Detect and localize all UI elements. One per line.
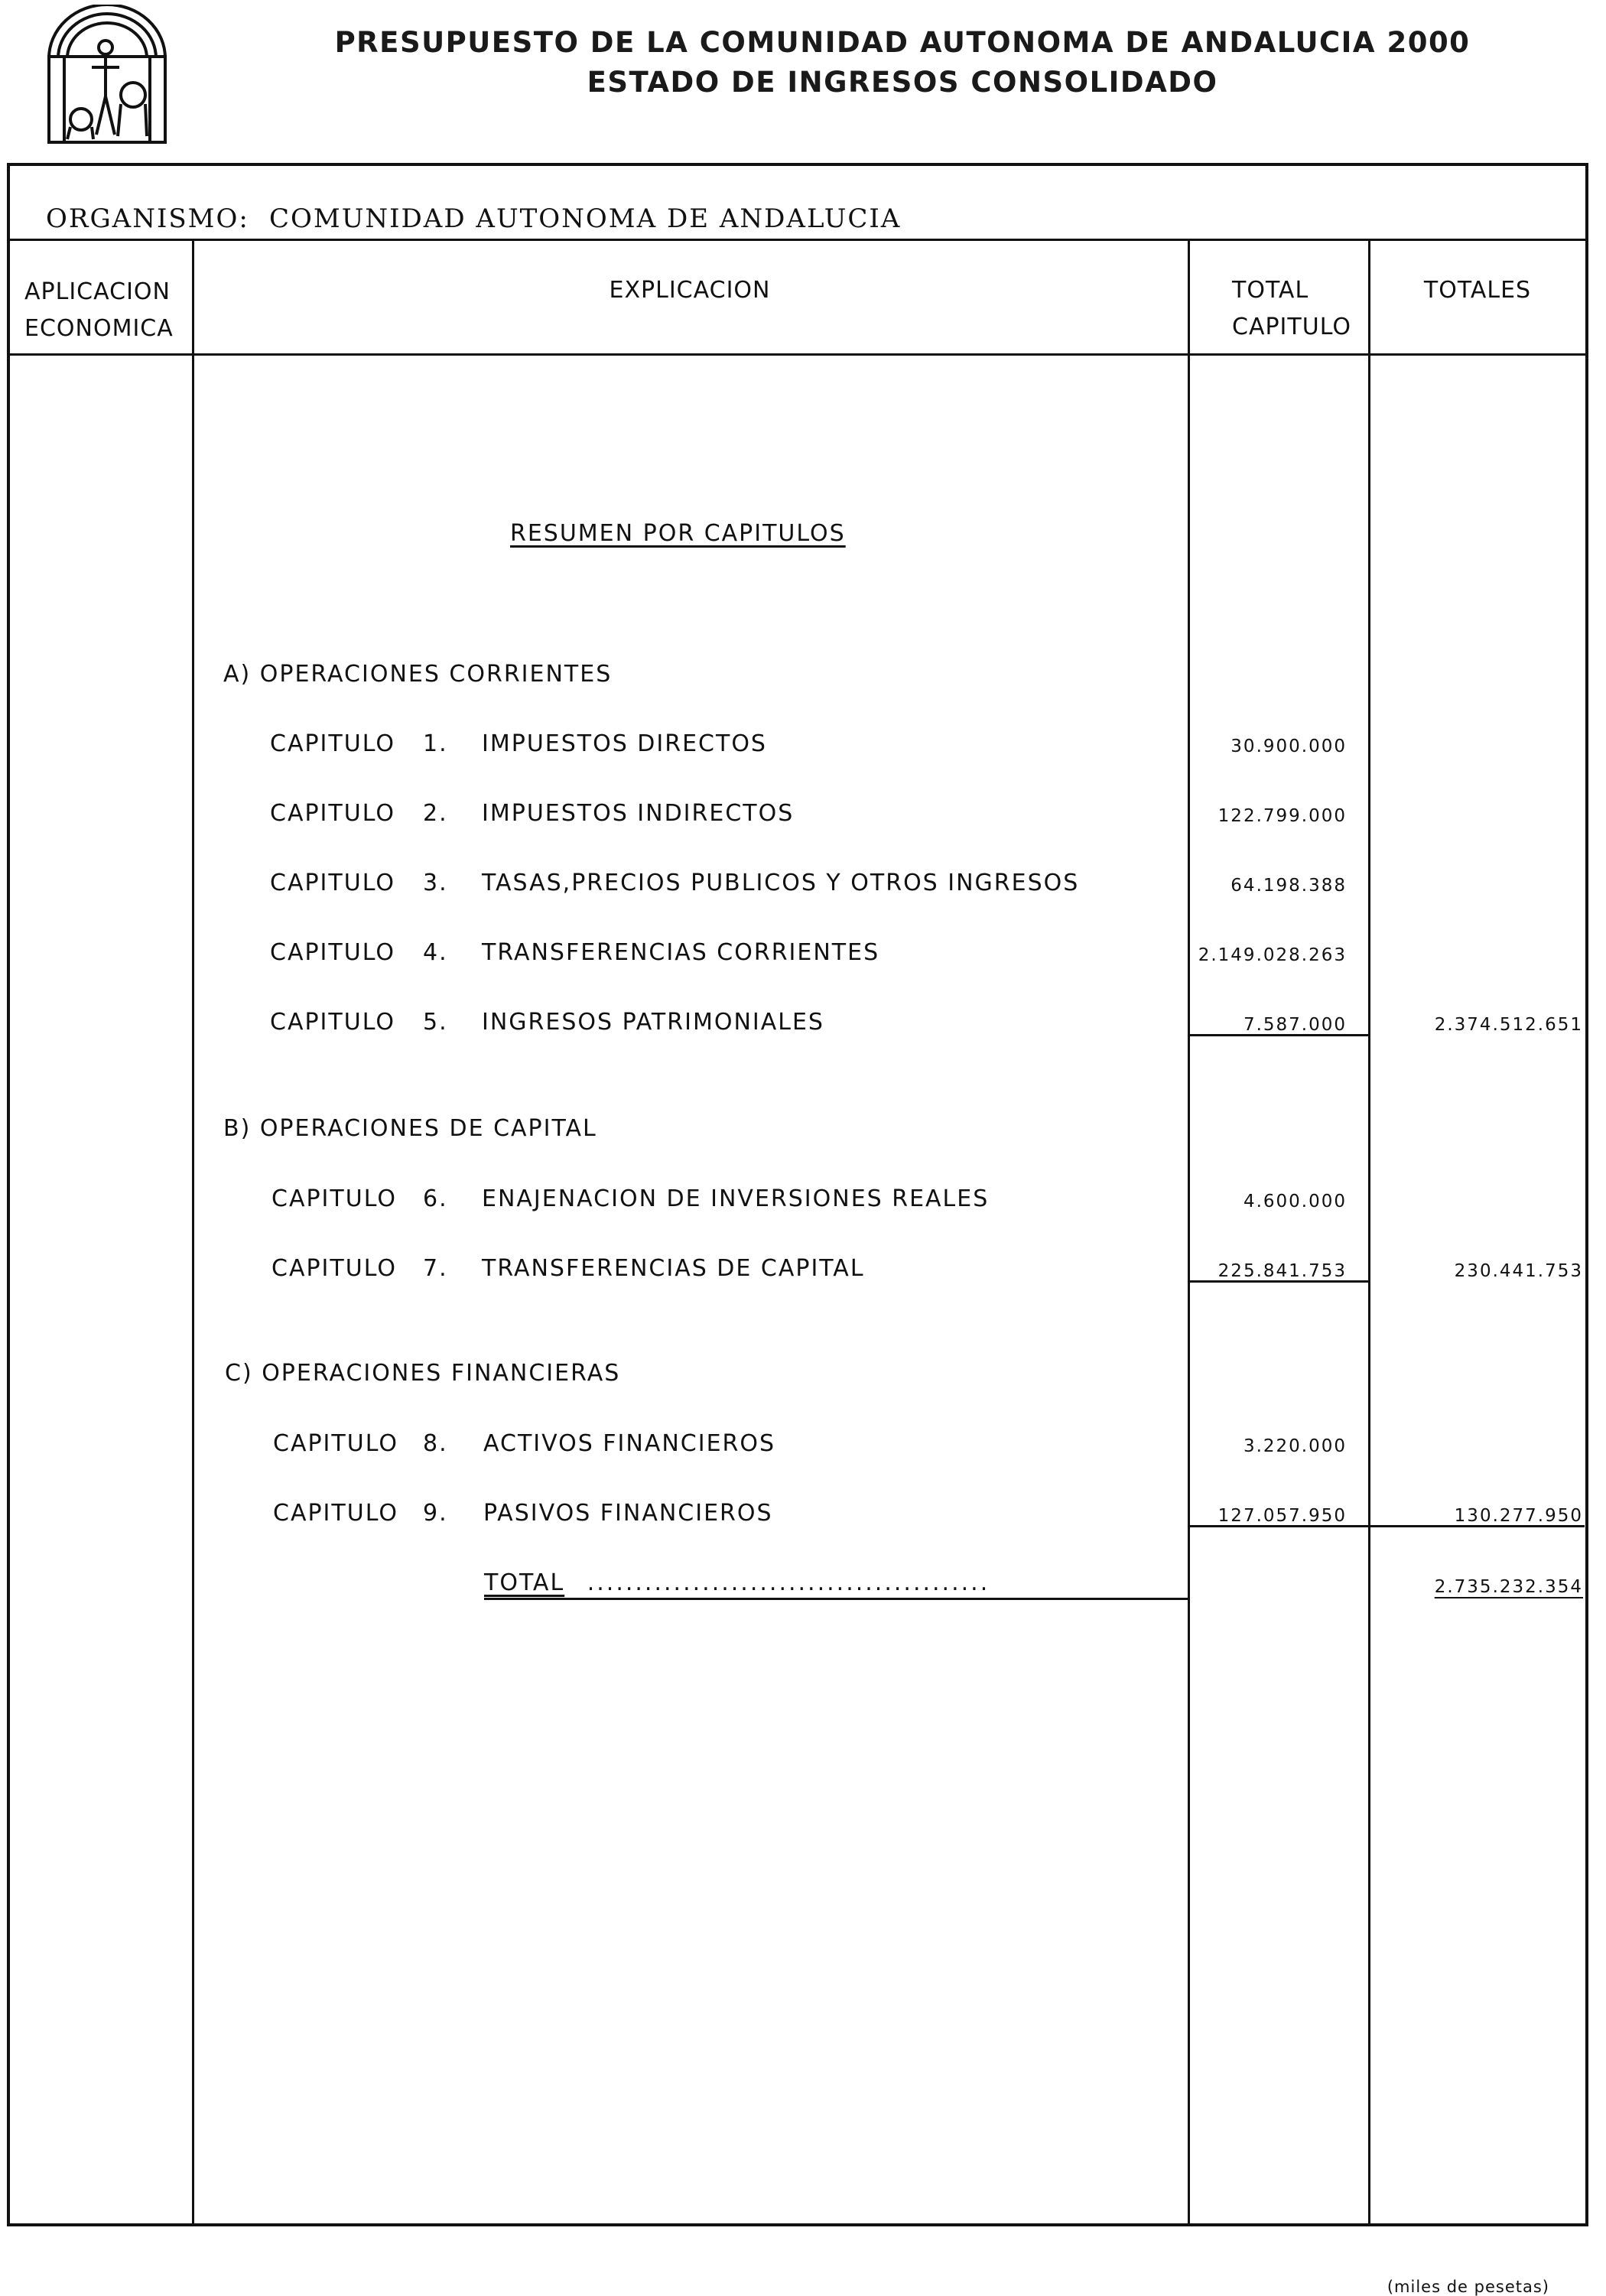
row-label: CAPITULO: [270, 870, 395, 896]
andalucia-coat-of-arms-logo: [44, 5, 170, 147]
row-description: PASIVOS FINANCIEROS: [483, 1500, 773, 1527]
column-divider-explicacion: [1188, 239, 1190, 2226]
section-total-c: 130.277.950: [1454, 1506, 1583, 1526]
row-amount: 127.057.950: [1218, 1506, 1347, 1526]
row-label: CAPITULO: [271, 1185, 397, 1212]
section-title-a: A) OPERACIONES CORRIENTES: [223, 661, 613, 688]
organismo-label: ORGANISMO:: [46, 203, 249, 234]
row-number: 9.: [423, 1500, 448, 1527]
document-subtitle: ESTADO DE INGRESOS CONSOLIDADO: [587, 66, 1218, 99]
row-label: CAPITULO: [270, 939, 395, 966]
row-number: 4.: [423, 939, 448, 966]
row-label: CAPITULO: [273, 1430, 398, 1457]
header-explicacion: EXPLICACION: [609, 277, 771, 304]
row-amount: 122.799.000: [1218, 806, 1347, 826]
grand-total-row: [484, 1569, 990, 1596]
row-number: 7.: [423, 1255, 448, 1282]
header-divider: [7, 353, 1588, 356]
document-title: PRESUPUESTO DE LA COMUNIDAD AUTONOMA DE ANDALUCIA 2000: [334, 26, 1471, 59]
header-aplicacion-line2: ECONOMICA: [24, 315, 174, 342]
row-label: CAPITULO: [273, 1500, 398, 1527]
row-amount: 225.841.753: [1218, 1261, 1347, 1281]
organismo-value: COMUNIDAD AUTONOMA DE ANDALUCIA: [269, 203, 902, 234]
header-total-capitulo-line2: CAPITULO: [1232, 314, 1351, 340]
row-number: 1.: [423, 730, 448, 757]
header-aplicacion-line1: APLICACION: [24, 278, 171, 305]
row-amount: 4.600.000: [1243, 1192, 1347, 1211]
header-totales: TOTALES: [1423, 277, 1532, 304]
row-amount: 30.900.000: [1231, 737, 1347, 756]
row-description: IMPUESTOS INDIRECTOS: [482, 800, 795, 827]
section-title-b: B) OPERACIONES DE CAPITAL: [223, 1115, 597, 1142]
row-amount: 2.149.028.263: [1198, 945, 1347, 965]
subtotal-rule: [1188, 1034, 1368, 1036]
row-description: TASAS,PRECIOS PUBLICOS Y OTROS INGRESOS: [482, 870, 1080, 896]
column-divider-total-capitulo: [1368, 239, 1370, 2226]
summary-title: RESUMEN POR CAPITULOS: [510, 520, 846, 547]
row-number: 6.: [423, 1185, 448, 1212]
row-label: CAPITULO: [270, 1009, 395, 1036]
grand-total-label: TOTAL: [484, 1569, 565, 1596]
grand-total-dots: ..........................................: [587, 1569, 990, 1596]
section-title-c: C) OPERACIONES FINANCIERAS: [225, 1360, 621, 1387]
organismo-divider: [7, 239, 1588, 241]
column-divider-aplicacion: [192, 239, 194, 2226]
grand-total-rule: [484, 1598, 1188, 1600]
subtotal-rule: [1188, 1280, 1368, 1283]
section-total-b: 230.441.753: [1454, 1261, 1583, 1281]
row-description: INGRESOS PATRIMONIALES: [482, 1009, 824, 1036]
row-number: 3.: [423, 870, 448, 896]
header-aplicacion-economica: [24, 274, 174, 347]
header-total-capitulo: [1190, 272, 1367, 346]
row-number: 2.: [423, 800, 448, 827]
row-number: 5.: [423, 1009, 448, 1036]
row-number: 8.: [423, 1430, 448, 1457]
row-description: TRANSFERENCIAS DE CAPITAL: [482, 1255, 865, 1282]
grand-total-value: 2.735.232.354: [1434, 1577, 1583, 1597]
row-description: ENAJENACION DE INVERSIONES REALES: [482, 1185, 990, 1212]
section-total-a: 2.374.512.651: [1434, 1015, 1583, 1035]
row-description: IMPUESTOS DIRECTOS: [482, 730, 767, 757]
header-total-capitulo-line1: TOTAL: [1232, 277, 1309, 304]
row-amount: 7.587.000: [1243, 1015, 1347, 1035]
row-description: TRANSFERENCIAS CORRIENTES: [482, 939, 880, 966]
row-amount: 3.220.000: [1243, 1436, 1347, 1456]
row-label: CAPITULO: [270, 730, 395, 757]
row-description: ACTIVOS FINANCIEROS: [483, 1430, 776, 1457]
organismo-row: [46, 203, 901, 234]
row-label: CAPITULO: [270, 800, 395, 827]
units-footnote: (miles de pesetas): [1387, 2278, 1549, 2296]
row-label: CAPITULO: [271, 1255, 397, 1282]
row-amount: 64.198.388: [1231, 876, 1347, 896]
